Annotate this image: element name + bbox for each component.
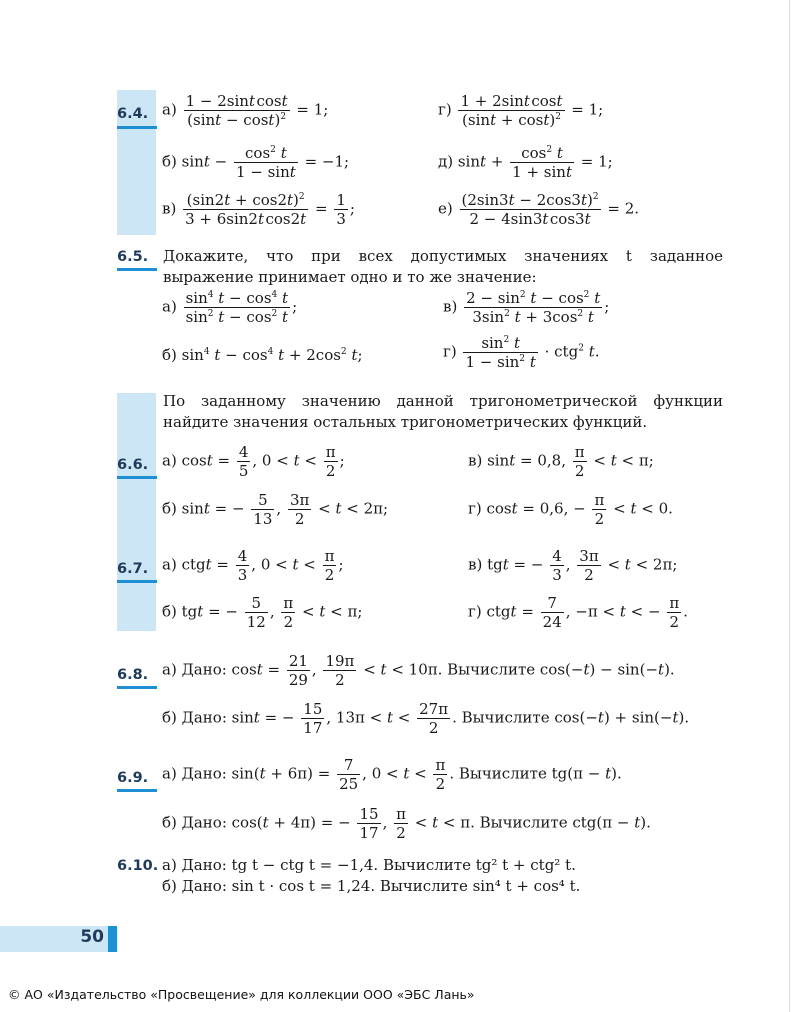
problem-number-6-8: 6.8. <box>117 667 149 683</box>
problem-number-underline <box>117 268 157 271</box>
problem-number-underline <box>117 476 157 479</box>
copyright-notice: © АО «Издательство «Просвещение» для коллекции ООО «ЭБС Лань» <box>8 987 475 1002</box>
problem-6-7-g: г) ctgt = $\frac{7}{24}$ , −π < t < − $\frac{\pi}{2}$ . <box>468 594 688 631</box>
problem-6-4-v: в) $\frac{(\sin 2t + \cos 2t)^2}{\text{3 + 6sin2t cos2t}}$ = $\frac{1}{3}$ ; <box>162 191 355 228</box>
problem-number-underline <box>117 580 157 583</box>
problem-6-4-b: б) sint − $\frac{\cos^2 t}{1 - \sin t}$ = −1; <box>162 144 350 181</box>
problem-6-10-a: а) Дано: tg t − ctg t = −1,4. Вычислите tg² t + ctg² t. <box>162 856 576 874</box>
problem-number-6-4: 6.4. <box>117 106 149 122</box>
problem-6-4-e: е) $\frac{(2\sin 3t - 2\cos 3t)^2}{\text{2 − 4sin3t cos3t}}$ = 2. <box>438 191 640 228</box>
problem-6-6-a: а) cost = $\frac{4}{5}$ , 0 < t < $\frac{\pi}{2}$ ; <box>162 443 345 480</box>
problem-number-underline <box>117 686 157 689</box>
problem-number-underline <box>117 126 157 129</box>
problem-number-6-9: 6.9. <box>117 770 149 786</box>
problem-6-9-b: б) Дано: cos(t + 4π) = − $\frac{15}{17}$ , $\frac{\pi}{2}$ < t < π. Вычислите ctg(π − t). <box>162 805 651 842</box>
problem-number-6-7: 6.7. <box>117 561 149 577</box>
problem-6-6-v: в) sint = 0,8, $\frac{\pi}{2}$ < t < π; <box>468 443 654 480</box>
problem-6-4-d: д) sint + $\frac{\cos^2 t}{1 + \sin t}$ = 1; <box>438 144 613 181</box>
problem-6-6-b: б) sint = − $\frac{5}{13}$ , $\frac{3\pi}{2}$ < t < 2π; <box>162 491 389 528</box>
problem-6-7-b: б) tgt = − $\frac{5}{12}$ , $\frac{\pi}{2}$ < t < π; <box>162 594 363 631</box>
problem-number-6-5: 6.5. <box>117 249 149 265</box>
page-edge <box>789 0 790 1012</box>
problem-number-6-10: 6.10. <box>117 858 159 874</box>
problem-6-7-v: в) tgt = − $\frac{4}{3}$ , $\frac{3\pi}{2}$ < t < 2π; <box>468 547 678 584</box>
problem-6-5-v: в) $\frac{2 - \sin^2 t - \cos^2 t}{3\sin^2 t + 3\cos^2 t}$ ; <box>443 289 610 326</box>
problem-6-4-a: а) $\frac{\text{1 − 2sint cost}}{(\sin t - \cos t)^2}$ = 1; <box>162 92 329 129</box>
problem-6-9-a: а) Дано: sin(t + 6π) = $\frac{7}{25}$ , 0 < t < $\frac{\pi}{2}$ . Вычислите tg(π − t). <box>162 756 622 793</box>
problem-6-5-text: Докажите, что при всех допустимых значениях t заданное выражение принимает одно и то же значение: <box>163 247 723 286</box>
intro-text: По заданному значению данной тригонометрической функции найдите значения остальных тригонометрических функций. <box>163 392 723 431</box>
problem-number-underline <box>117 789 157 792</box>
problem-6-7-a: а) ctgt = $\frac{4}{3}$ , 0 < t < $\frac{\pi}{2}$ ; <box>162 547 344 584</box>
problem-6-6-g: г) cost = 0,6, − $\frac{\pi}{2}$ < t < 0. <box>468 491 673 528</box>
problem-6-8-a: а) Дано: cost = $\frac{21}{29}$ , $\frac{19\pi}{2}$ < t < 10π. Вычислите cos(−t) − sin(−t). <box>162 652 675 689</box>
problem-6-8-b: б) Дано: sint = − $\frac{15}{17}$ , 13π < t < $\frac{27\pi}{2}$ . Вычислите cos(−t) + sin(−t). <box>162 700 690 737</box>
page-number-accent <box>108 926 117 952</box>
problem-6-10-b: б) Дано: sin t · cos t = 1,24. Вычислите sin⁴ t + cos⁴ t. <box>162 877 581 895</box>
problem-6-5-a: а) $\frac{\sin^4 t - \cos^4 t}{\sin^2 t - \cos^2 t}$ ; <box>162 289 298 326</box>
side-band-6-6-6-7 <box>117 393 156 631</box>
problem-6-5-g: г) $\frac{\sin^2 t}{1 - \sin^2 t}$ · ctg$^2$ t. <box>443 334 600 371</box>
problem-number-6-6: 6.6. <box>117 457 149 473</box>
problem-6-5-b: б) $\sin^4 t - \cos^4 t + 2\cos^2$ t; <box>162 346 363 364</box>
problem-6-4-g: г) $\frac{\text{1 + 2sint cost}}{(\sin t + \cos t)^2}$ = 1; <box>438 92 604 129</box>
page-number: 50 <box>80 927 104 947</box>
